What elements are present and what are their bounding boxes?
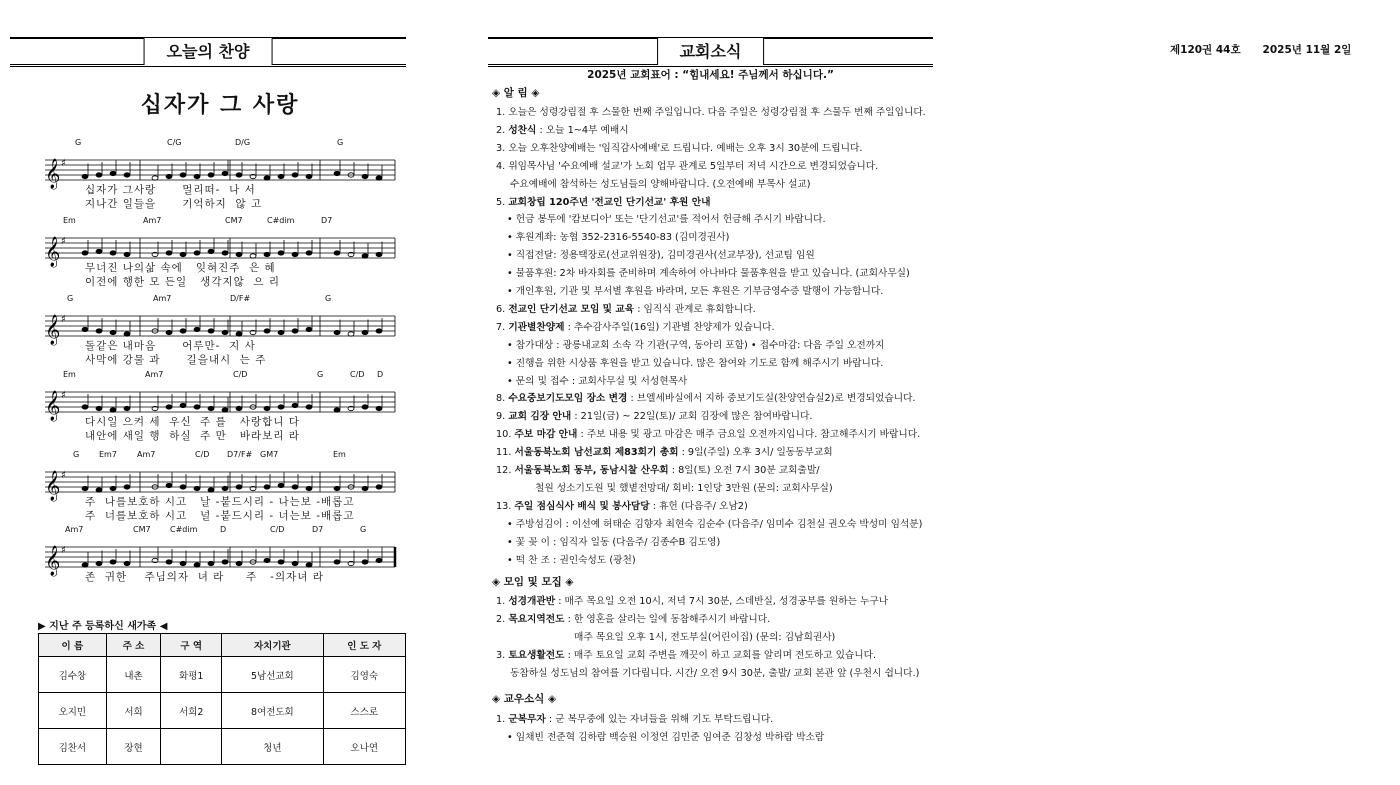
table-cell: 김찬서 (39, 729, 107, 765)
note-head (362, 405, 368, 409)
note-head (180, 329, 186, 333)
table-cell: 8여전도회 (222, 693, 323, 729)
note-head (82, 563, 88, 567)
lyric-line-1: 무너진 나의삶 속에 잊혀진주 은 혜 (85, 262, 276, 274)
table-cell: 5남선교회 (222, 657, 323, 693)
notice-item (496, 319, 775, 333)
chord-symbol: C/G (167, 138, 182, 147)
note-head (208, 173, 214, 177)
notice-bullet: • 후원계좌: 농협 352-2316-5540-83 (김미경권사) (507, 232, 730, 244)
note-head (152, 176, 158, 180)
item-text: : 주보 내용 및 광고 마감은 매주 금요일 오전까지입니다. 참고해주시기 바랍니다. (577, 429, 921, 441)
note-head (194, 405, 200, 409)
notice-item (496, 158, 878, 172)
left-section-header (10, 37, 406, 67)
item-number: 1. (496, 714, 509, 725)
item-number: 13. (496, 500, 515, 512)
note-head (96, 488, 102, 492)
note-head (278, 483, 284, 487)
table-row (39, 729, 406, 765)
note-head (292, 485, 298, 489)
chord-symbol: Am7 (137, 450, 156, 459)
notice-item (496, 122, 629, 136)
chord-symbol: D7/F# (227, 450, 253, 459)
notice-item (496, 104, 926, 118)
note-head (334, 171, 340, 175)
notice-bullet: • 참가대상 : 광릉내교회 소속 각 기관(구역, 동아리 포함) • 접수마감: 다음 주일 오전까지 (507, 339, 885, 351)
note-head (306, 174, 312, 178)
notice-item (496, 444, 833, 458)
notice-bullet: • 문의 및 접수 : 교회사무실 및 서성현목사 (507, 375, 688, 387)
note-head (96, 329, 102, 333)
note-head (334, 330, 340, 334)
staff-3 (45, 296, 400, 366)
staff-2 (45, 218, 400, 288)
item-number: 3. (496, 142, 509, 154)
item-heading: 수요중보기도모임 장소 변경 (508, 393, 628, 405)
notice-item (496, 498, 748, 512)
note-head (306, 486, 312, 490)
note-head (278, 330, 284, 334)
treble-clef-icon: 𝄞 (45, 159, 61, 189)
item-number: 7. (496, 321, 509, 333)
item-heading: 주일 점심식사 배식 및 봉사담당 (514, 500, 650, 512)
lyric-line-2: 사막에 강물 과 길을내시 는 주 (85, 354, 267, 366)
note-head (110, 560, 116, 564)
item-heading: 토요생활전도 (508, 649, 565, 661)
notice-item (496, 711, 773, 725)
note-head (194, 174, 200, 178)
table-cell: 오지민 (39, 693, 107, 729)
table-cell: 스스로 (323, 693, 405, 729)
note-head (278, 560, 284, 564)
item-number: 12. (496, 465, 515, 476)
note-head (236, 173, 242, 177)
note-head (362, 560, 368, 564)
registrants-title: ▶ 지난 주 등록하신 새가족 ◀ (38, 621, 168, 632)
item-number: 1. (496, 107, 509, 118)
note-head (236, 332, 242, 336)
notice-section-title: ◈ 알 림 ◈ (492, 87, 540, 99)
chord-symbol: C#dim (170, 525, 198, 534)
item-number: 5. (496, 196, 509, 208)
item-heading: 서울동북노회 남선교회 제83회기 총회 (514, 447, 679, 459)
staff-5 (45, 452, 400, 522)
note-head (362, 486, 368, 490)
table-header-cell: 구 역 (161, 634, 222, 657)
note-head (264, 406, 270, 410)
item-heading: 목요지역전도 (508, 613, 565, 625)
item-number: 2. (496, 613, 509, 625)
note-head (236, 406, 242, 410)
item-heading: 주보 마감 안내 (514, 429, 578, 441)
note-head (96, 561, 102, 565)
staff-4 (45, 372, 400, 442)
registrants-header-row (39, 634, 406, 657)
note-head (348, 332, 354, 336)
notice-continuation: 매주 목요일 오후 1시, 전도부실(어린이집) (문의: 김남희권사) (574, 631, 836, 643)
table-cell (161, 729, 222, 765)
notice-item (496, 194, 710, 208)
chord-symbol: G (73, 450, 80, 459)
note-head (180, 173, 186, 177)
key-sharp-icon: ♯ (61, 158, 66, 169)
right-section-header (488, 37, 933, 67)
item-text: : 8일(토) 오전 7시 30분 교회출발/ (668, 465, 820, 476)
note-head (292, 329, 298, 333)
item-text: : 한 영혼을 살리는 일에 동참해주시기 바랍니다. (564, 613, 771, 625)
lyric-line-1: 주 나를보호하 시고 날 -붙드시리 - 나는보 -배롭고 (85, 496, 355, 508)
note-head (96, 406, 102, 410)
treble-clef-icon: 𝄞 (45, 471, 61, 501)
notice-item (496, 611, 770, 625)
note-head (110, 171, 116, 175)
item-text: : 오늘 1~4부 예배시 (536, 124, 629, 136)
chord-symbol: D (377, 370, 384, 379)
item-text: : 휴헌 (다음주/ 오남2) (649, 500, 748, 512)
item-number: 3. (496, 649, 509, 661)
notice-bullet: • 헌금 봉투에 '캄보디아' 또는 '단기선교'를 적어서 헌금해 주시기 바랍니다. (507, 214, 826, 226)
note-head (222, 330, 228, 334)
lyric-line-1: 존 귀한 주님의자 녀 라 주 -의자녀 라 (85, 571, 324, 583)
chord-symbol: D7 (312, 525, 324, 534)
chord-symbol: Am7 (143, 216, 162, 225)
note-head (264, 252, 270, 256)
table-header-cell: 인 도 자 (323, 634, 405, 657)
table-cell: 내촌 (106, 657, 161, 693)
item-text: : 브엘세바실에서 지하 중보기도실(찬양연습실2)로 변경되었습니다. (627, 393, 916, 405)
note-head (222, 171, 228, 175)
notice-item (496, 390, 916, 404)
chord-symbol: G (360, 525, 367, 534)
note-head (292, 252, 298, 256)
table-cell: 서희 (106, 693, 161, 729)
notice-item (496, 647, 876, 661)
treble-clef-icon: 𝄞 (45, 546, 61, 576)
note-head (334, 251, 340, 255)
note-head (194, 327, 200, 331)
note-head (236, 252, 242, 256)
note-head (362, 174, 368, 178)
note-head (222, 486, 228, 490)
item-number: 9. (496, 411, 509, 423)
note-head (264, 485, 270, 489)
gather-section-title: ◈ 모임 및 모집 ◈ (492, 576, 574, 588)
notice-continuation: 수요예배에 참석하는 성도님들의 양해바랍니다. (오전예배 부목사 설교) (510, 178, 811, 190)
chord-symbol: Am7 (65, 525, 84, 534)
chord-symbol: GM7 (260, 450, 279, 459)
notice-bullet: • 진행을 위한 시상품 후원을 받고 있습니다. 많은 참여와 기도로 함께 해주시기 바랍니다. (507, 357, 884, 369)
note-head (334, 408, 340, 412)
item-number: 2. (496, 124, 509, 136)
notice-bullet: • 물품후원: 2차 바자회를 준비하며 계속하여 아나바다 물품후원을 받고 있습니다. (교회사무실) (507, 268, 910, 280)
notice-continuation: 동참하실 성도님의 참여를 기다립니다. 시간/ 오전 9시 30분, 출발/ 교회 본관 앞 (우천시 쉽니다.) (510, 667, 920, 679)
chord-symbol: C/D (270, 525, 285, 534)
table-cell: 서희2 (161, 693, 222, 729)
note-head (222, 408, 228, 412)
right-section-title: 교회소식 (657, 38, 765, 65)
item-heading: 교회 김장 안내 (508, 411, 572, 423)
item-text: : 매주 토요일 교회 주변을 깨끗이 하고 교회를 알리며 전도하고 있습니다. (564, 649, 877, 661)
chord-symbol: C/D (350, 370, 365, 379)
chord-symbol: D (220, 525, 227, 534)
note-head (292, 403, 298, 407)
lyric-line-2: 이전에 행한 모 든일 생각지않 으 리 (85, 276, 281, 288)
chord-symbol: D/G (235, 138, 251, 147)
item-heading: 성찬식 (508, 124, 537, 136)
registrants-table (38, 633, 406, 765)
chord-row (45, 294, 400, 306)
notice-item (496, 301, 756, 315)
note-head (306, 563, 312, 567)
note-head (124, 252, 130, 256)
notice-bullet: • 임채빈 전준혁 김하람 백승원 이정연 김민준 임여준 김창성 박하람 박소람 (507, 731, 825, 743)
item-number: 6. (496, 303, 509, 315)
note-head (96, 249, 102, 253)
staff-1 (45, 140, 400, 210)
note-head (124, 485, 130, 489)
note-head (82, 327, 88, 331)
note-head (376, 176, 382, 180)
chord-symbol: CM7 (225, 216, 243, 225)
note-head (236, 561, 242, 565)
table-header-cell: 주 소 (106, 634, 161, 657)
notice-item (496, 140, 862, 154)
note-head (306, 405, 312, 409)
chord-symbol: D/F# (230, 294, 251, 303)
note-head (82, 486, 88, 490)
notice-bullet: • 떡 찬 조 : 권인숙성도 (광천) (507, 554, 636, 566)
item-text: : 추수감사주일(16일) 기관별 찬양제가 있습니다. (564, 321, 775, 333)
note-head (250, 254, 256, 258)
chord-symbol: C/D (195, 450, 210, 459)
note-head (180, 485, 186, 489)
note-head (208, 249, 214, 253)
item-text: 오늘 오후찬양예배는 '임직감사예배'로 드립니다. 예배는 오후 3시 30분에 드립니다. (508, 142, 863, 154)
note-head (180, 252, 186, 256)
note-head (376, 252, 382, 256)
note-head (334, 560, 340, 564)
item-text: : 매주 목요일 오전 10시, 저녁 7시 30분, 스데반실, 성경공부를 원하는 누구나 (555, 596, 889, 607)
item-text: : 21일(금) ~ 22일(토)/ 교회 김장에 많은 참여바랍니다. (571, 411, 813, 423)
chord-symbol: Em (333, 450, 346, 459)
note-head (264, 176, 270, 180)
item-text: : 군 복무중에 있는 자녀들을 위해 기도 부탁드립니다. (545, 714, 774, 725)
item-heading: 전교인 단기선교 모임 및 교육 (508, 303, 635, 315)
item-number: 1. (496, 596, 509, 607)
note-head (124, 561, 130, 565)
table-cell: 청년 (222, 729, 323, 765)
chord-row (45, 138, 400, 150)
table-header-cell: 자치기관 (222, 634, 323, 657)
note-head (208, 329, 214, 333)
notice-bullet: • 꽃 꽂 이 : 임직자 일동 (다음주/ 김종수B 김도영) (507, 536, 721, 548)
item-number: 8. (496, 393, 509, 405)
table-header-cell: 이 름 (39, 634, 107, 657)
church-motto: 2025년 교회표어 : “힘내세요! 주님께서 하십니다.” (587, 69, 834, 81)
table-cell: 김수창 (39, 657, 107, 693)
chord-symbol: D7 (321, 216, 333, 225)
notice-item (496, 408, 812, 422)
note-head (278, 405, 284, 409)
note-head (208, 561, 214, 565)
note-head (194, 486, 200, 490)
note-head (306, 251, 312, 255)
note-head (376, 485, 382, 489)
note-head (110, 486, 116, 490)
item-heading: 서울동북노회 동부, 동남시찰 산우회 (514, 465, 669, 476)
item-heading: 성경개관반 (508, 596, 556, 607)
chord-symbol: Em (63, 370, 76, 379)
chord-symbol: G (337, 138, 344, 147)
item-text: 오늘은 성령강림절 후 스물한 번째 주일입니다. 다음 주일은 성령강림절 후 스물두 번째 주일입니다. (508, 107, 926, 118)
lyric-line-2: 주 너를보호하 시고 널 -붙드시리 - 너는보 -배롭고 (85, 510, 355, 522)
note-head (376, 558, 382, 562)
notice-item (496, 426, 920, 440)
table-cell: 오나연 (323, 729, 405, 765)
notice-bullet: • 개인후원, 기관 및 부서별 후원을 바라며, 모든 후원은 기부금영수증 발행이 가능합니다. (507, 286, 884, 297)
lyric-line-1: 다시일 으켜 세 우신 주 를 사랑합니 다 (85, 416, 300, 428)
note-head (292, 173, 298, 177)
note-head (334, 486, 340, 490)
table-cell: 장현 (106, 729, 161, 765)
note-head (110, 330, 116, 334)
chord-symbol: Em (63, 216, 76, 225)
treble-clef-icon: 𝄞 (45, 315, 61, 345)
item-number: 4. (496, 160, 509, 172)
note-head (82, 174, 88, 178)
chord-row (45, 450, 400, 462)
note-head (180, 403, 186, 407)
lyric-line-2: 내안에 새일 행 하실 주 만 바라보리 라 (85, 430, 300, 442)
issue-info: 제120권 44호 2025년 11월 2일 (1170, 44, 1352, 56)
chord-row (45, 216, 400, 228)
note-head (264, 558, 270, 562)
item-text: 위임목사님 '수요예배 설교'가 노회 업무 관계로 5일부터 저녁 시간으로 변경되었습니다. (508, 160, 879, 172)
chord-symbol: G (317, 370, 324, 379)
table-cell: 화평1 (161, 657, 222, 693)
note-head (124, 406, 130, 410)
chord-symbol: G (75, 138, 82, 147)
chord-symbol: C/D (233, 370, 248, 379)
chord-symbol: G (67, 294, 74, 303)
note-head (166, 251, 172, 255)
chord-symbol: Am7 (153, 294, 172, 303)
note-head (264, 329, 270, 333)
table-row (39, 693, 406, 729)
table-cell: 김영숙 (323, 657, 405, 693)
item-heading: 기관별찬양제 (508, 321, 565, 333)
note-head (236, 485, 242, 489)
key-sharp-icon: ♯ (61, 470, 66, 481)
item-text: : 9일(주일) 오후 3시/ 일동동부교회 (678, 447, 833, 459)
treble-clef-icon: 𝄞 (45, 391, 61, 421)
staff-6 (45, 527, 400, 597)
chord-row (45, 525, 400, 537)
note-head (292, 561, 298, 565)
note-head (166, 330, 172, 334)
note-head (208, 406, 214, 410)
notice-continuation: 철원 성소기도원 및 했볕전망대/ 회비: 1인당 3만원 (문의: 교회사무실) (535, 482, 833, 494)
note-head (362, 254, 368, 258)
treble-clef-icon: 𝄞 (45, 237, 61, 267)
item-heading: 교회창립 120주년 '전교인 단기선교' 후원 안내 (508, 196, 711, 208)
chord-symbol: G (325, 294, 332, 303)
note-head (376, 406, 382, 410)
note-head (96, 173, 102, 177)
note-head (278, 174, 284, 178)
note-head (166, 560, 172, 564)
lyric-line-1: 돌같은 내마음 어루만- 지 사 (85, 340, 256, 352)
note-head (376, 329, 382, 333)
notice-item (496, 462, 819, 476)
left-section-title: 오늘의 찬양 (144, 38, 273, 65)
note-head (208, 488, 214, 492)
note-head (110, 408, 116, 412)
note-head (362, 330, 368, 334)
chord-symbol: Em7 (99, 450, 117, 459)
notice-bullet: • 주방섬김이 : 이선예 허태순 김향자 최현숙 김순수 (다음주/ 임미수 김천실 권오숙 박성미 임석분) (507, 518, 923, 530)
notice-item (496, 593, 888, 607)
lyric-line-2: 지나간 일들을 기억하지 않 고 (85, 198, 263, 210)
item-number: 11. (496, 447, 515, 459)
chord-symbol: Am7 (145, 370, 164, 379)
note-head (166, 483, 172, 487)
key-sharp-icon: ♯ (61, 314, 66, 325)
note-head (82, 405, 88, 409)
song-title: 십자가 그 사랑 (140, 93, 300, 118)
lyric-line-1: 십자가 그사랑 멀리떠- 나 서 (85, 184, 256, 196)
note-head (278, 251, 284, 255)
family-news-title: ◈ 교우소식 ◈ (492, 693, 557, 705)
note-head (306, 327, 312, 331)
note-head (110, 251, 116, 255)
item-number: 10. (496, 429, 515, 441)
chord-row (45, 370, 400, 382)
note-head (194, 563, 200, 567)
note-head (222, 560, 228, 564)
note-head (222, 251, 228, 255)
note-head (124, 173, 130, 177)
note-head (194, 251, 200, 255)
key-sharp-icon: ♯ (61, 545, 66, 556)
item-text: : 임직식 관계로 휴회합니다. (634, 303, 756, 315)
note-head (166, 405, 172, 409)
notice-bullet: • 직접전달: 정용택장로(선교위원장), 김미경권사(선교부장), 선교팀 임원 (507, 250, 815, 262)
note-head (82, 251, 88, 255)
table-row (39, 657, 406, 693)
key-sharp-icon: ♯ (61, 236, 66, 247)
item-heading: 군복무자 (508, 714, 546, 725)
note-head (166, 174, 172, 178)
chord-symbol: CM7 (133, 525, 151, 534)
note-head (124, 332, 130, 336)
chord-symbol: C#dim (267, 216, 295, 225)
note-head (180, 561, 186, 565)
key-sharp-icon: ♯ (61, 390, 66, 401)
